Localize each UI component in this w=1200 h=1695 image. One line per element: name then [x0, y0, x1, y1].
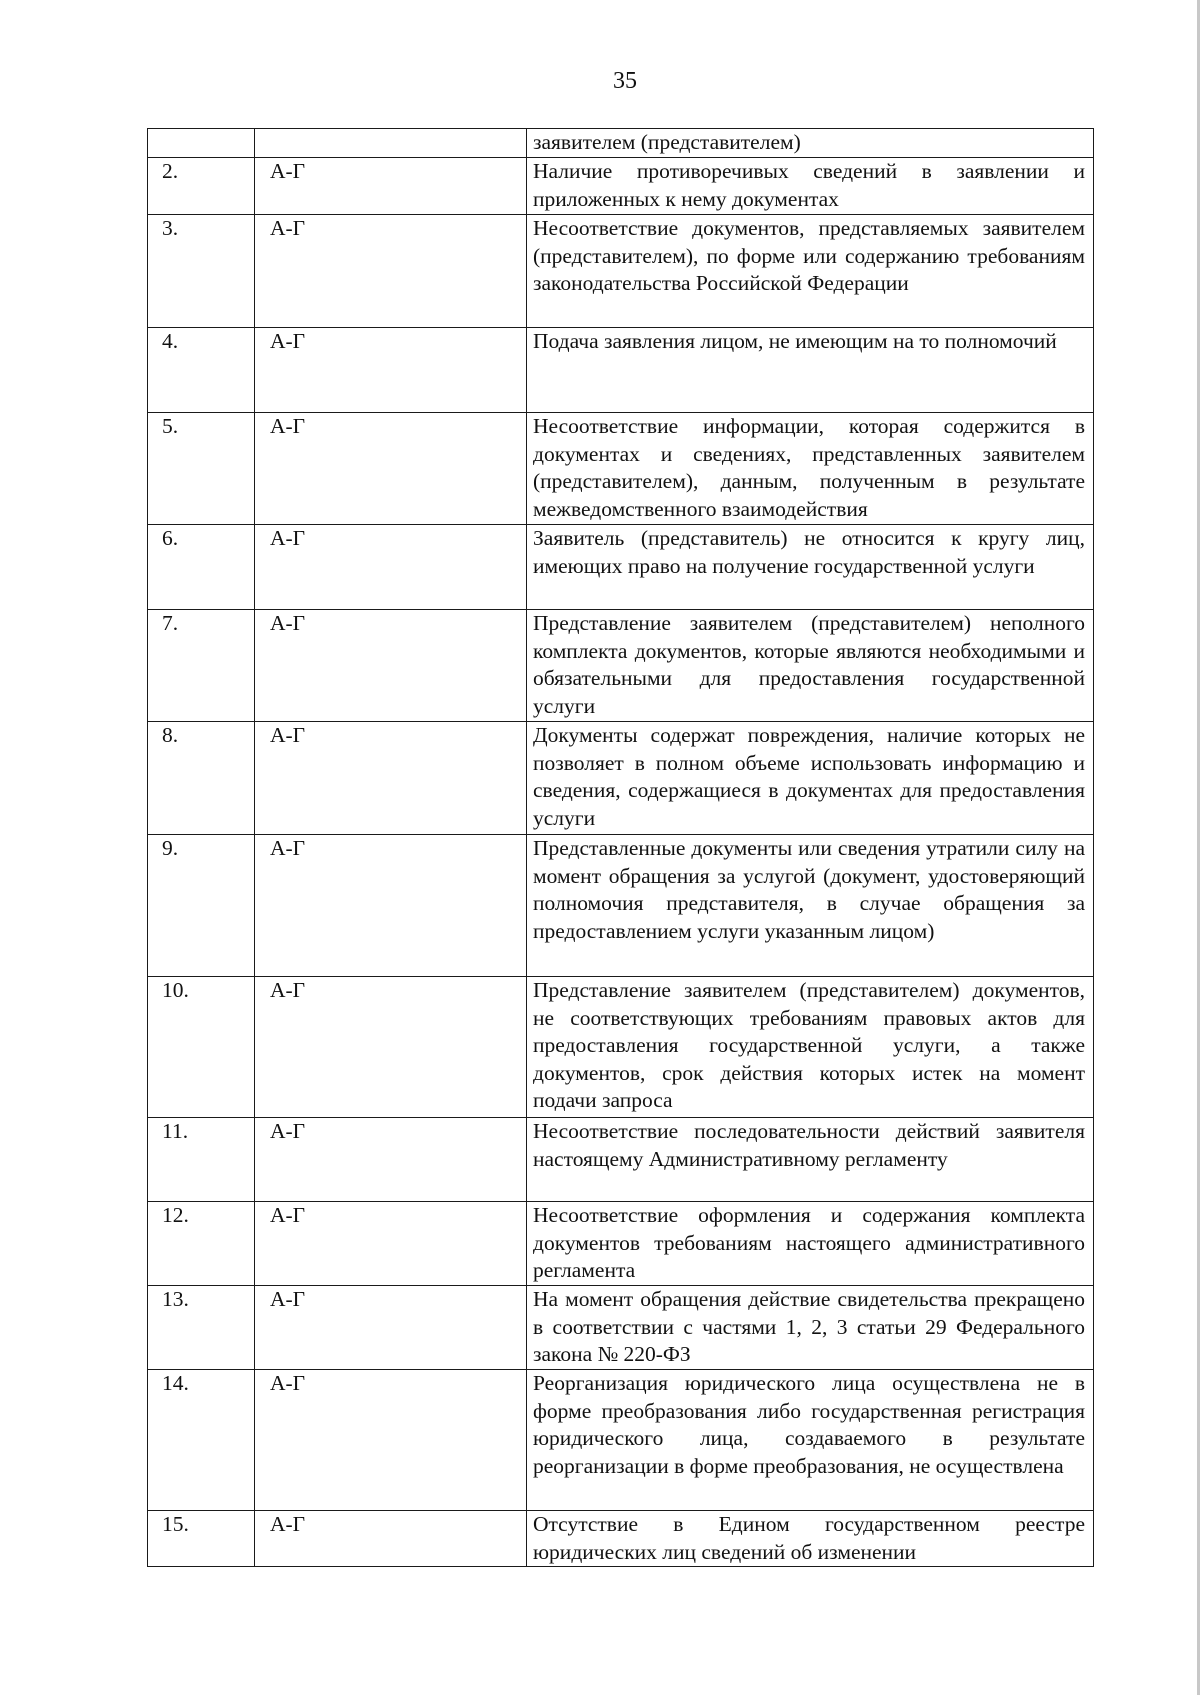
procedure-code-cell: А-Г: [255, 835, 527, 977]
page-number: 35: [613, 68, 637, 94]
procedure-code-cell: А-Г: [255, 977, 527, 1118]
procedure-code-cell: А-Г: [255, 1202, 527, 1286]
table-row: [148, 722, 1094, 835]
table-body: [148, 129, 1094, 1567]
refusal-reason-cell: заявителем (представителем): [527, 129, 1094, 158]
table-row: [148, 215, 1094, 328]
refusal-reason-cell: Документы содержат повреждения, наличие которых не позволяет в полном объеме использовать информацию и сведения, содержащиеся в документах для предоставления услуги: [527, 722, 1094, 835]
refusal-reason-cell: Реорганизация юридического лица осуществлена не в форме преобразования либо государственная регистрация юридического лица, создаваемого в результате реорганизации в форме преобразования, не осуществлена: [527, 1370, 1094, 1511]
row-number-cell: 2.: [148, 158, 255, 215]
row-number-cell: 8.: [148, 722, 255, 835]
procedure-code-cell: А-Г: [255, 158, 527, 215]
row-number-cell: 15.: [148, 1511, 255, 1567]
refusal-reason-cell: Несоответствие информации, которая содержится в документах и сведениях, представленных заявителем (представителем), данным, полученным в результате межведомственного взаимодействия: [527, 413, 1094, 525]
row-number-cell: 14.: [148, 1370, 255, 1511]
refusal-reason-cell: Несоответствие документов, представляемых заявителем (представителем), по форме или содержанию требованиям законодательства Российской Федерации: [527, 215, 1094, 328]
row-number-cell: 7.: [148, 610, 255, 722]
refusal-reason-cell: Представление заявителем (представителем) неполного комплекта документов, которые являются необходимыми и обязательными для предоставления государственной услуги: [527, 610, 1094, 722]
procedure-code-cell: А-Г: [255, 413, 527, 525]
refusal-reason-cell: Несоответствие оформления и содержания комплекта документов требованиям настоящего административного регламента: [527, 1202, 1094, 1286]
refusal-reason-cell: Представленные документы или сведения утратили силу на момент обращения за услугой (документ, удостоверяющий полномочия представителя, в случае обращения за предоставлением услуги указанным лицом): [527, 835, 1094, 977]
table-row: [148, 1118, 1094, 1202]
procedure-code-cell: А-Г: [255, 215, 527, 328]
table-row: [148, 1370, 1094, 1511]
procedure-code-cell: А-Г: [255, 1286, 527, 1370]
procedure-code-cell: А-Г: [255, 1370, 527, 1511]
table-row: [148, 158, 1094, 215]
row-number-cell: 11.: [148, 1118, 255, 1202]
refusal-reason-cell: На момент обращения действие свидетельства прекращено в соответствии с частями 1, 2, 3 статьи 29 Федерального закона № 220-ФЗ: [527, 1286, 1094, 1370]
row-number-cell: 6.: [148, 525, 255, 610]
row-number-cell: 4.: [148, 328, 255, 413]
table-row: [148, 1286, 1094, 1370]
procedure-code-cell: А-Г: [255, 1118, 527, 1202]
refusal-reason-cell: Наличие противоречивых сведений в заявлении и приложенных к нему документах: [527, 158, 1094, 215]
row-number-cell: 10.: [148, 977, 255, 1118]
procedure-code-cell: А-Г: [255, 722, 527, 835]
row-number-cell: 12.: [148, 1202, 255, 1286]
procedure-code-cell: А-Г: [255, 610, 527, 722]
procedure-code-cell: А-Г: [255, 328, 527, 413]
table-row: [148, 129, 1094, 158]
refusal-reason-cell: Несоответствие последовательности действий заявителя настоящему Административному регламенту: [527, 1118, 1094, 1202]
row-number-cell: 3.: [148, 215, 255, 328]
procedure-code-cell: А-Г: [255, 1511, 527, 1567]
table-row: [148, 328, 1094, 413]
refusal-reason-cell: Отсутствие в Едином государственном реестре юридических лиц сведений об изменении: [527, 1511, 1094, 1567]
row-number-cell: 13.: [148, 1286, 255, 1370]
table-row: [148, 610, 1094, 722]
table-row: [148, 977, 1094, 1118]
procedure-code-cell: [255, 129, 527, 158]
row-number-cell: 5.: [148, 413, 255, 525]
table-row: [148, 413, 1094, 525]
table-row: [148, 525, 1094, 610]
row-number-cell: 9.: [148, 835, 255, 977]
refusal-reason-cell: Заявитель (представитель) не относится к кругу лиц, имеющих право на получение государственной услуги: [527, 525, 1094, 610]
table-row: [148, 1511, 1094, 1567]
refusal-reason-cell: Подача заявления лицом, не имеющим на то полномочий: [527, 328, 1094, 413]
row-number-cell: [148, 129, 255, 158]
refusal-reason-cell: Представление заявителем (представителем) документов, не соответствующих требованиям правовых актов для предоставления государственной услуги, а также документов, срок действия которых истек на момент подачи запроса: [527, 977, 1094, 1118]
table-row: [148, 835, 1094, 977]
table-row: [148, 1202, 1094, 1286]
refusal-grounds-table: [147, 128, 1094, 1567]
procedure-code-cell: А-Г: [255, 525, 527, 610]
